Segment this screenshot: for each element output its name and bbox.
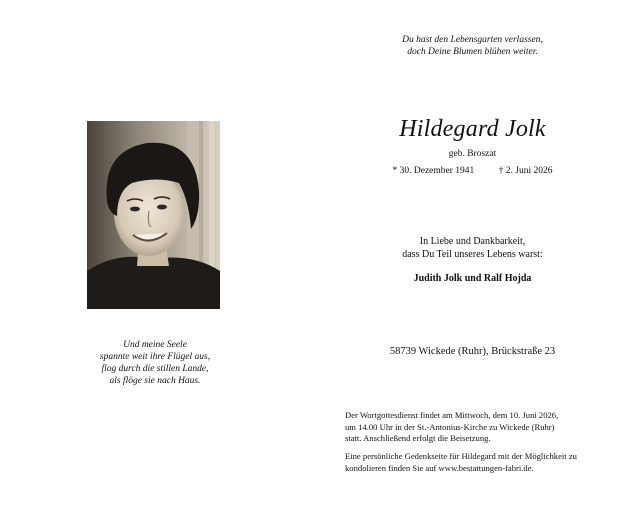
service-line-1: Der Wortgottesdienst findet am Mittwoch, dem 10. Juni 2026,	[345, 410, 559, 420]
thanks-line-2: dass Du Teil unseres Lebens warst:	[402, 249, 543, 260]
online-line-1: Eine persönliche Gedenkseite für Hildegard mit der Möglichkeit zu	[345, 451, 577, 461]
right-panel	[315, 0, 630, 506]
portrait-image	[87, 121, 220, 309]
mourners: Judith Jolk und Ralf Hojda	[413, 273, 532, 284]
life-dates	[315, 165, 630, 177]
thanks-line-1: In Liebe und Dankbarkeit,	[419, 236, 526, 247]
service-line-2: um 14.00 Uhr in der St.-Antonius-Kirche zu Wickede (Ruhr)	[345, 421, 555, 432]
epigraph-line-2: doch Deine Blumen blühen weiter.	[407, 47, 538, 57]
epigraph-line-1: Du hast den Lebensgarten verlassen,	[402, 35, 543, 45]
online-line-2: kondolieren finden Sie auf www.bestattungen-fabri.de.	[345, 462, 534, 473]
portrait-photo	[87, 121, 220, 309]
thanks-text	[315, 235, 630, 261]
poem	[60, 339, 250, 387]
service-info	[345, 410, 613, 445]
maiden-name: geb. Broszat	[448, 149, 497, 159]
service-line-3: statt. Anschließend erfolgt die Beisetzung.	[345, 433, 491, 443]
deceased-name: Hildegard Jolk	[399, 116, 546, 142]
poem-line-2: spannte weit ihre Flügel aus,	[99, 352, 211, 362]
memorial-page-info	[345, 451, 613, 474]
poem-line-1: Und meine Seele	[123, 340, 187, 350]
poem-line-3: flog durch die stillen Lande,	[101, 364, 209, 374]
address: 58739 Wickede (Ruhr), Brückstraße 23	[389, 346, 556, 357]
birth-date: * 30. Dezember 1941	[392, 166, 475, 176]
poem-line-4: als flöge sie nach Haus.	[109, 376, 201, 386]
death-date: † 2. Juni 2026	[498, 166, 553, 176]
epigraph	[315, 34, 630, 58]
